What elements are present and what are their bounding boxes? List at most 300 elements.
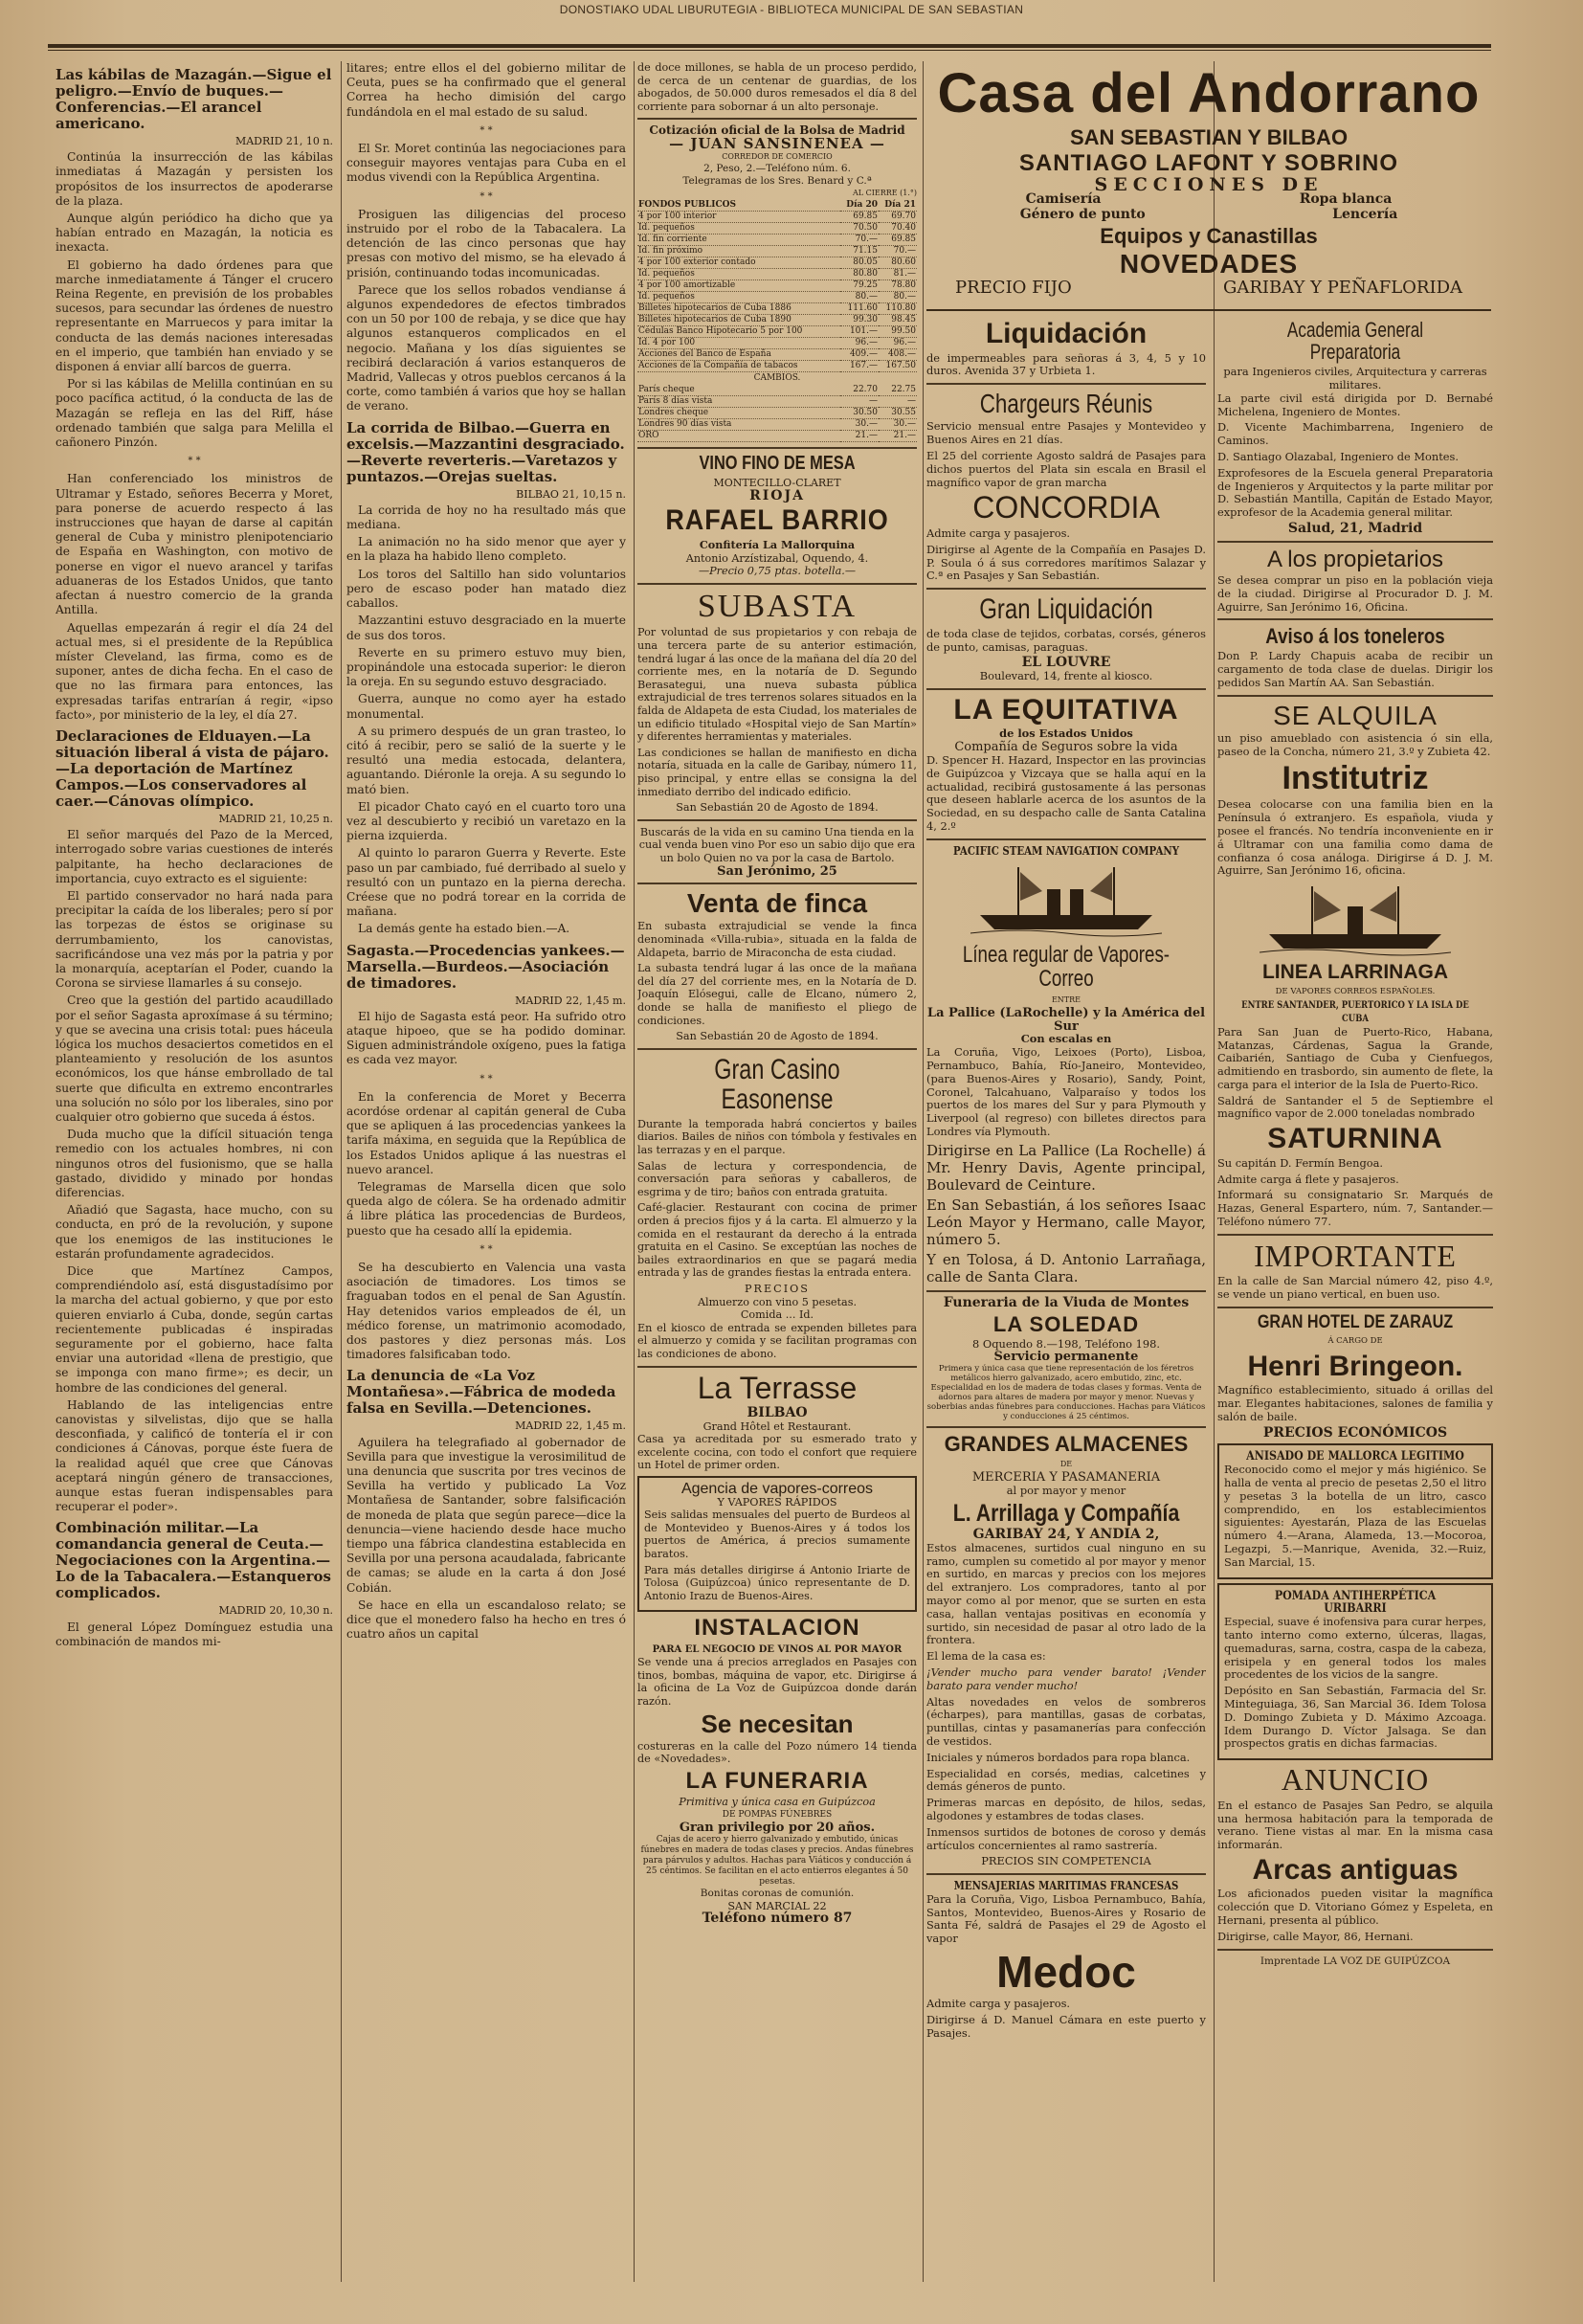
paragraph: El lema de la casa es: (926, 1649, 1046, 1664)
table-cell: 80.— (879, 291, 917, 302)
paragraph: Se vende una á precios arreglados en Pasajes con tinos, bombas, máquina de vapor, etc. Dirigirse á la oficina de La Voz de Guipúzcoa donde darán razón. (637, 1656, 917, 1708)
medoc-title: Medoc (996, 1947, 1136, 1998)
news-headline: Las kábilas de Mazagán.—Sigue el peligro.—Envío de buques.—Conferencias.—El arancel americano. (56, 66, 332, 132)
dateline: MADRID 21, 10,25 n. (218, 812, 333, 825)
divider (926, 1290, 1206, 1292)
divider (1217, 1949, 1493, 1951)
pomada-title: POMADA ANTIHERPÉTICA URIBARRI (1274, 1588, 1437, 1617)
andorrano-owners: SANTIAGO LAFONT Y SOBRINO (1018, 149, 1399, 176)
toneleros-title: Aviso á los toneleros (1265, 624, 1445, 649)
paragraph: La parte civil está dirigida por D. Bernabé Michelena, Ingeniero de Montes. (1217, 391, 1493, 418)
paragraph: Reconocido como el mejor y más higiénico. Se halla de venta al precio de pesetas 2,50 el litro y pesetas 3 la botella de un litro, casco comprendido, en los establecimientos siguientes: Ayestarán, Plaza de las Escuelas número 4.—Arana, Alameda, 13.—Mocoroa, Legazpi, 5.—Manrique, Avenida, 32.—Ruiz, San Marcial, 15. (1224, 1463, 1486, 1569)
divider (926, 1873, 1206, 1875)
table-cell: 79.25 (840, 279, 879, 291)
asterism-separator: * * (479, 1243, 493, 1255)
louvre-address: Boulevard, 14, frente al kiosco. (979, 669, 1153, 683)
paragraph: un piso amueblado con asistencia ó sin ella, paseo de la Concha, número 21, 3.º y Zubieta 42. (1217, 731, 1493, 758)
paragraph: Las condiciones se hallan de manifiesto en dicha notaría, situada en la calle de Garibay, número 11, piso principal, y entre ellas se consigna la del inmediato derribo del indicado edificio. (637, 746, 917, 798)
table-cell: 78.80 (879, 279, 917, 291)
funeraria-phone: Teléfono número 87 (702, 1911, 853, 1927)
table-row (637, 234, 917, 245)
table-row (637, 337, 917, 348)
paragraph: Y en Tolosa, á D. Antonio Larrañaga, calle de Santa Clara. (926, 1250, 1206, 1285)
funeraria-text: Cajas de acero y hierro galvanizado y embutido, únicas fúnebres en madera de todas clases y precios. Andas fúnebres para párvulos y adultos. Hachas para Viáticos y conducción á 25 céntimos. Se facilitan en el acto entierros elegantes á 50 pesetas. (640, 1835, 914, 1888)
divider (1217, 1307, 1493, 1308)
table-cell: 70.— (840, 234, 879, 245)
bolsa-address: 2, Peso, 2.—Teléfono núm. 6. (703, 163, 851, 175)
column-divider (923, 61, 924, 2282)
table-cell: Id. fin corriente (637, 234, 840, 245)
barrio-address: Antonio Arzístizabal, Oquendo, 4. (685, 551, 869, 565)
paragraph: El 25 del corriente Agosto saldrá de Pasajes para dichos puertos del Plata sin escala en Brasil el magnífico vapor de gran marcha (926, 449, 1206, 489)
table-cell: 69.70 (879, 211, 917, 222)
news-column-2 (346, 61, 626, 2282)
precios-line: Almuerzo con vino 5 pesetas. (697, 1295, 858, 1308)
saturnina-title: SATURNINA (1267, 1123, 1443, 1155)
table-cell: 99.50 (879, 325, 917, 337)
agencia-subtitle: Y VAPORES RÁPIDOS (717, 1495, 837, 1508)
asterism-separator: * * (479, 190, 493, 202)
terrasse-title: La Terrasse (697, 1370, 858, 1405)
paragraph: Altas novedades en velos de sombreros (écharpes), para mantillas, gasas de corbatas, puntillas, cintas y pasamanerías para confección de vestidos. (926, 1694, 1206, 1748)
paragraph: En el estanco de Pasajes San Pedro, se alquila una hermosa habitación para la temporada de verano. Tiene vistas al mar. En la misma casa informarán. (1217, 1798, 1493, 1852)
table-row (637, 268, 917, 279)
table-row (637, 431, 917, 442)
table-header-cell: Día 20 (840, 200, 879, 212)
table-cell: 69.85 (840, 211, 879, 222)
ads-column-5 (1217, 316, 1493, 2283)
paragraph: Dirigirse, calle Mayor, 86, Hernani. (1217, 1929, 1414, 1943)
table-cell: París cheque (637, 385, 840, 396)
section-item: Ropa blanca (1299, 191, 1393, 208)
anisado-box (1217, 1443, 1493, 1578)
paragraph: de toda clase de tejidos, corbatas, corsés, géneros de punto, camisas, paraguas. (926, 626, 1206, 654)
secciones-row (926, 208, 1491, 222)
importante-title: IMPORTANTE (1254, 1238, 1457, 1273)
soledad-service: Servicio permanente (993, 1350, 1139, 1365)
table-row (637, 419, 917, 431)
table-row (637, 348, 917, 360)
paragraph: Casa ya acreditada por su esmerado trato y excelente cocina, con todo el confort que requiere un Hotel de primer orden. (637, 1433, 917, 1472)
table-cell: 96.— (879, 337, 917, 348)
linea-escalas: Con escalas en (1020, 1032, 1112, 1046)
zarauz-title: GRAN HOTEL DE ZARAUZ (1257, 1311, 1454, 1332)
casino-title: Gran Casino Easonense (714, 1053, 840, 1116)
almacenes-de: DE (1059, 1460, 1073, 1469)
table-cell: Id. pequeños (637, 222, 840, 234)
table-header-cell: FONDOS PUBLICOS (637, 200, 840, 212)
liquidacion-title: Liquidación (985, 318, 1148, 349)
dateline: MADRID 21, 10 n. (234, 135, 333, 147)
paragraph: El gobierno ha dado órdenes para que marche inmediatamente á Tánger el crucero Reina Regente, en previsión de los probables sucesos, para secundar las órdenes de nuestro representante en Marruecos y para imitar la conducta de las demás naciones interesadas en el imperio, que también han enviado y se disponen á enviar allí barcos de guerra. (56, 257, 333, 374)
table-cell: 70.50 (840, 222, 879, 234)
table-cell: 80.— (840, 291, 879, 302)
paragraph: Por si las kábilas de Melilla continúan en su poco pacífica actitud, ó la conducta de las de Mazagán se refleja en las del Riff, háse ordenado también que salga para Melilla el cañonero Pinzón. (56, 377, 333, 450)
paragraph: Creo que la gestión del partido acaudillado por el señor Sagasta aproxímase á su término; y que se avecina una crisis total: pues háceula lógica los muchos desaciertos cometidos en el planteamiento y resolución de los asuntos económicos, los que hánse embrollado de tal suerte que dificulta en extremo encontrarles una solución no sólo por los liberales, sino por cualquier otro gobierno que suceda á éstos. (56, 994, 333, 1124)
table-cell: Id. pequeños (637, 291, 840, 302)
table-row (637, 302, 917, 314)
divider (637, 447, 917, 449)
table-row (637, 396, 917, 408)
divider (926, 1426, 1206, 1428)
table-cell: ORO (637, 431, 840, 442)
table-cell: 80.05 (840, 257, 879, 268)
steamship-icon (1260, 882, 1451, 958)
paragraph: Añadió que Sagasta, hace mucho, con su conducta, en pró de la revolución, y supone que los enemigos de las instituciones le estarán profundamente agradecidos. (56, 1203, 333, 1261)
table-cell: Cédulas Banco Hipotecario 5 por 100 (637, 325, 840, 337)
table-row (637, 385, 917, 396)
soledad-address: 8 Oquendo 8.—198, Teléfono 198. (971, 1336, 1160, 1351)
steamship-icon (970, 862, 1162, 939)
table-cell: 110.80 (879, 302, 917, 314)
table-row (637, 245, 917, 257)
table-cell: 30.— (840, 419, 879, 431)
section-item: Género de punto (1019, 206, 1146, 222)
table-cell: Id. pequeños (637, 268, 840, 279)
news-column-1 (56, 61, 333, 2282)
zarauz-cargo: Á CARGO DE (1327, 1335, 1383, 1346)
table-cell: Londres cheque (637, 408, 840, 419)
paragraph: ¡Vender mucho para vender barato! ¡Vender barato para vender mucho! (926, 1665, 1206, 1692)
funeraria-privilege: Gran privilegio por 20 años. (679, 1821, 876, 1836)
precios-line: Comida ... Id. (740, 1308, 814, 1322)
paragraph: En San Sebastián, á los señores Isaac León Mayor y Hermano, calle Mayor, número 5. (926, 1196, 1206, 1248)
larrinaga-title: LINEA LARRINAGA (1261, 961, 1449, 984)
paragraph: Especial, suave é inofensiva para curar herpes, tanto interno como externo, úlceras, llagas, quemaduras, sarna, costra, caspa de la cabeza, erisipela y en general todos los males procedentes de los vicios de la sangre. (1224, 1615, 1486, 1682)
table-cell: 70.40 (879, 222, 917, 234)
paragraph: Durante la temporada habrá conciertos y bailes diarios. Bailes de niños con tómbola y festivales en las terrazas y en el parque. (637, 1117, 917, 1157)
table-cell: 98.45 (879, 314, 917, 325)
paragraph: Saldrá de Santander el 5 de Septiembre el magnífico vapor de 2.000 toneladas nombrado (1217, 1093, 1493, 1121)
paragraph: D. Vicente Machimbarrena, Ingeniero de Caminos. (1217, 420, 1493, 448)
table-cell: Billetes hipotecarios de Cuba 1890 (637, 314, 840, 325)
paragraph: La corrida de hoy no ha resultado más que mediana. (346, 503, 626, 532)
paragraph: Aunque algún periódico ha dicho que ya habían entrado en Mazagán, la noticia es inexacta. (56, 212, 333, 255)
equitativa-subtitle: de los Estados Unidos (999, 726, 1133, 741)
ads-column-3 (637, 61, 917, 2282)
soledad-text: Primera y única casa que tiene representación de los féretros metálicos hierro galvanizado, acero embutido, zinc, etc. Especialidad en los de madera de todas clases y formas. Venta de adornos para altares de madera por mayor y menor. Nuevas y soberbias andas fúnebres para conducciones. Hachas para Viáticos y conducciones á 25 céntimos. (926, 1364, 1206, 1422)
paragraph: Servicio mensual entre Pasajes y Montevideo y Buenos Aires en 21 días. (926, 419, 1206, 447)
vino-title: VINO FINO DE MESA (699, 453, 856, 475)
divider (637, 1366, 917, 1368)
propietarios-title: A los propietarios (1266, 546, 1444, 572)
almacenes-title: GRANDES ALMACENES (944, 1432, 1189, 1457)
divider (637, 583, 917, 585)
paragraph: Para la Coruña, Vigo, Lisboa Pernambuco, Bahía, Santos, Montevideo, Buenos-Aires y Rosario de Santa Fé, saldrá de Pasajes el 29 de Agosto el vapor (926, 1891, 1206, 1946)
alquila-title: SE ALQUILA (1273, 700, 1438, 730)
table-row (637, 257, 917, 268)
table-row (637, 291, 917, 302)
paragraph: La subasta tendrá lugar á las once de la mañana del día 27 del corriente mes, en la Notaría de D. Joaquín Elósegui, calle de Elcano, número 2, donde se halla de manifiesto el pliego de condiciones. (637, 962, 917, 1027)
paragraph: El general López Domínguez estudia una combinación de mandos mi- (56, 1620, 333, 1648)
table-cell: 80.60 (879, 257, 917, 268)
venta-date: San Sebastián 20 de Agosto de 1894. (676, 1030, 879, 1043)
funeraria-address: SAN MARCIAL 22 (727, 1899, 827, 1912)
table-header-cell: Día 21 (879, 200, 917, 212)
funeraria-viuda: Funeraria de la Viuda de Montes (943, 1294, 1190, 1310)
paragraph: Dirigirse al Agente de la Compañía en Pasajes D. P. Soula ó á sus corredores marítimos Salazar y C.ª en Pasajes y San Sebastián. (926, 542, 1206, 583)
paragraph: Al quinto lo pararon Guerra y Reverte. Este paso un par cambiado, fué derribado al suelo y resultó con un puntazo en la pierna derecha. Créese que no podrá torear en la corrida de mañana. (346, 846, 626, 919)
paragraph: Parece que los sellos robados vendianse á algunos expendedores de efectos timbrados con un 50 por 100 de rebaja, y se dice que hay algunos estanqueros complicados en el negocio. Mañana y los días siguientes se recibirá declaración á varios estanqueros de Madrid, Vallecas y otros pueblos cercanos á la corte, como también á varios que hoy se hallan de verano. (346, 282, 626, 413)
divider (926, 688, 1206, 690)
news-headline: La denuncia de «La Voz Montañesa».—Fábrica de modeda falsa en Sevilla.—Detenciones. (346, 1367, 616, 1418)
asterism-separator: * * (479, 124, 493, 136)
table-cell: 101.— (840, 325, 879, 337)
paragraph: D. Spencer H. Hazard, Inspector en las provincias de Guipúzcoa y Vizcaya que se halla aquí en la actualidad, recibirá gustosamente á las personas que deseen hablarle acerca de los asuntos de la Sociedad, en su despacho calle de Santa Catalina 4, 2.º (926, 753, 1206, 834)
table-cell: 22.70 (840, 385, 879, 396)
ads-column-4 (926, 316, 1206, 2283)
paragraph: La animación no ha sido menor que ayer y en la plaza ha habido lleno completo. (346, 535, 626, 564)
divider (926, 838, 1206, 840)
paragraph: Iniciales y números bordados para ropa blanca. (926, 1750, 1191, 1764)
table-cell: 30.— (879, 419, 917, 431)
larrinaga-subtitle: DE VAPORES CORREOS ESPAÑOLES. (1275, 987, 1436, 997)
paragraph: de impermeables para señoras á 3, 4, 5 y 10 duros. Avenida 37 y Urbieta 1. (926, 350, 1206, 378)
column-divider (1214, 61, 1215, 2282)
table-cell: 111.60 (840, 302, 879, 314)
instalacion-subtitle: PARA EL NEGOCIO DE VINOS AL POR MAYOR (652, 1643, 903, 1655)
paragraph: litares; entre ellos el del gobierno militar de Ceuta, pues se ha confirmado que el general Correa ha hecho dimisión del cargo fundándola en el mal estado de su salud. (346, 61, 626, 119)
paragraph: En la conferencia de Moret y Becerra acordóse ordenar al capitán general de Cuba que se apliquen á las procedencias yankees la tarifa máxima, en seguida que la República de los Estados Unidos aplique á las nuestras el nuevo arancel. (346, 1089, 626, 1176)
pomada-box (1217, 1583, 1493, 1761)
column-divider (341, 61, 342, 2282)
agencia-title: Agencia de vapores-correos (680, 1481, 874, 1498)
anisado-title: ANISADO DE MALLORCA LEGITIMO (1246, 1449, 1464, 1464)
zarauz-precios: PRECIOS ECONÓMICOS (1262, 1424, 1448, 1441)
news-headline: Combinación militar.—La comandancia general de Ceuta.—Negociaciones con la Argentina.—Lo de la Tabacalera.—Estanqueros complicados. (56, 1519, 331, 1602)
paragraph: Continúa la insurrección de las kábilas inmediatas á Mazagán y persisten los propósitos de los insurrectos de apoderarse de la plaza. (56, 150, 333, 208)
bolsa-sub: CORREDOR DE COMERCIO (722, 151, 833, 161)
funeraria-text2: Bonitas coronas de comunión. (700, 1888, 855, 1900)
barrio-shop: Confitería La Mallorquina (699, 537, 856, 551)
table-cell: 96.— (840, 337, 879, 348)
cambios-title: CAMBIOS. (753, 372, 801, 383)
secciones-title: SECCIONES DE (1094, 174, 1324, 196)
funeraria-subtitle2: DE POMPAS FÚNEBRES (722, 1809, 833, 1820)
paragraph: Magnífico establecimiento, situado á orillas del mar. Elegantes habitaciones, salones de familia y salón de baile. (1217, 1383, 1493, 1423)
banner-rule (926, 309, 1491, 311)
asterism-separator: * * (188, 456, 201, 467)
louvre-name: EL LOUVRE (1021, 655, 1111, 671)
table-cell: 4 por 100 exterior contado (637, 257, 840, 268)
table-cell: Id. fin próximo (637, 245, 840, 257)
dateline: BILBAO 21, 10,15 n. (516, 487, 626, 501)
paragraph: Prosiguen las diligencias del proceso instruido por el robo de la Tabacalera. La detención de las cinco personas que hay presas con motivo del mismo, se ha elevado á prisión, continuando todas incomunicadas. (346, 207, 626, 279)
paragraph: En la calle de San Marcial número 42, piso 4.º, se vende un piano vertical, en buen uso. (1217, 1274, 1493, 1302)
arcas-title: Arcas antiguas (1252, 1853, 1459, 1886)
table-cell: Billetes hipotecarios de Cuba 1886 (637, 302, 840, 314)
academia-title: Academia General Preparatoria (1286, 318, 1424, 365)
dateline: MADRID 22, 1,45 m. (515, 1419, 626, 1433)
section-item-equipos: Equipos y Canastillas (1100, 223, 1318, 248)
paragraph: Se ha descubierto en Valencia una vasta asociación de timadores. Los timos se fraguaban todos en el penal de San Agustín. Hay detenidos varios empleados de él, un médico forense, un matrimonio acomodado, dos pastores y diez personas más. Los timadores falsificaban todo. (346, 1261, 626, 1362)
equitativa-subtitle2: Compañía de Seguros sobre la vida (954, 740, 1178, 755)
table-row (637, 279, 917, 291)
paragraph: Hablando de las inteligencias entre canovistas y silvelistas, dijo que se halla desconfiada, y calificó de tontería el ir con condiciones á Cánovas, porque éste fuera de la realidad aquél que cree que Cánovas aceptará ningún género de transacciones, aunque estas fueran indispensables para recuperar el poder». (56, 1397, 333, 1514)
soledad-title: LA SOLEDAD (992, 1311, 1140, 1336)
bolsa-title: Cotización oficial de la Bolsa de Madrid (649, 123, 905, 138)
table-cell: 69.85 (879, 234, 917, 245)
paragraph: Dirigirse en La Pallice (La Rochelle) á Mr. Henry Davis, Agente principal, Boulevard de Ceinture. (926, 1141, 1206, 1194)
zarauz-name: Henri Bringeon. (1247, 1350, 1463, 1382)
andorrano-cities: SAN SEBASTIAN Y BILBAO (1069, 124, 1349, 149)
table-cell: 21.— (879, 431, 917, 442)
paragraph: Dirigirse á D. Manuel Cámara en este puerto y Pasajes. (926, 2013, 1206, 2040)
paragraph: El hijo de Sagasta está peor. Ha sufrido otro ataque hipoeo, que se ha podido dominar. Siguen administrándole oxígeno, pues la fatiga es cada vez mayor. (346, 1009, 626, 1067)
academia-address: Salud, 21, Madrid (1287, 520, 1423, 536)
table-cell: 30.50 (840, 408, 879, 419)
paragraph: Dice que Martínez Campos, comprendiéndolo así, está disgustadísimo por la marcha del actual gobierno, y que por esto quieren enviarlo á Cuba, donde, según cartas recientemente publicadas é inspiradas seguramente por el gobierno, hace falta enviar una autoridad «llena de prestigio, que se imponga con mano firme»; es decir, un hombre de las condiciones del general. (56, 1264, 333, 1395)
table-cell: 22.75 (879, 385, 917, 396)
paragraph: costureras en la calle del Pozo número 14 tienda de «Novedades». (637, 1739, 917, 1766)
table-cell: 81.— (879, 268, 917, 279)
divider (1217, 1234, 1493, 1236)
table-cell: 71.15 (840, 245, 879, 257)
paragraph: Han conferenciado los ministros de Ultramar y Estado, señores Becerra y Moret, para ponerse de acuerdo respecto á las instrucciones que hayan de darse al capitán general de Cuba y ministro plenipotenciario de España en Washington, con motivo de ponerse en vigor el nuevo arancel y tarifas aduaneras de los Estados Unidos, que tanto afectan á nuestro comercio de la granda Antilla. (56, 472, 333, 617)
divider (1217, 618, 1493, 620)
precio-fijo: PRECIO FIJO (955, 278, 1072, 299)
paragraph: Duda mucho que la difícil situación tenga remedio con los actuales hombres, ni con ningunos otros del fusionismo, que se halla gastado, dividido y minado por hondas diferencias. (56, 1128, 333, 1199)
bolsa-cierre: AL CIERRE (1.°) (852, 189, 917, 198)
section-item: Lencería (1332, 206, 1398, 222)
paragraph: Mazzantini estuvo desgraciado en la muerte de sus dos toros. (346, 614, 626, 642)
academia-subtitle: para Ingenieros civiles, Arquitectura y carreras militares. (1223, 365, 1487, 391)
paragraph: Reverte en su primero estuvo muy bien, propinándole una estocada superior: le dieron la oreja. En su segundo estuvo desgraciado. (346, 645, 626, 689)
table-cell: Londres 90 días vista (637, 419, 840, 431)
paragraph: Café-glacier. Restaurant con cocina de primer orden á precios fijos y á la carta. El almuerzo y la comida en el restaurant da derecho á la entrada gratuita en el Casino. Se exceptúan las noches de bailes extraordinarios en que se pagará media entrada y las de grandes fiestas la entrada entera. (637, 1201, 917, 1280)
larrinaga-route: ENTRE SANTANDER, PUERTORICO Y LA ISLA DE CUBA (1241, 1000, 1469, 1024)
paragraph: El partido conservador no hará nada para precipitar la caída de los liberales; pero sí por las torpezas de éstos se originase su derrumbamiento, los canovistas, sacrificándose una vez más por la patria y por la monarquía, aceptarían el Poder, cuando la Corona se sirviese llamarles á su consejo. (56, 888, 333, 991)
paragraph: Primeras marcas en depósito, de hilos, sedas, algodones y estambres de todas clases. (926, 1796, 1206, 1822)
funeraria-title: LA FUNERARIA (685, 1768, 869, 1795)
table-row (637, 325, 917, 337)
table-row (637, 211, 917, 222)
linea-entre: ENTRE (1051, 994, 1081, 1004)
table-cell: 4 por 100 interior (637, 211, 840, 222)
chargeurs-title: Chargeurs Réunis (979, 389, 1153, 419)
andorrano-footer (926, 278, 1491, 299)
paragraph: Salas de lectura y correspondencia, de conversación para señoras y caballeros, de esgrima y de tiro; baños con entrada gratuita. (637, 1159, 917, 1198)
arrillaga-address: GARIBAY 24, Y ANDIA 2, (972, 1526, 1160, 1542)
vino-subtitle: MONTECILLO-CLARET (713, 477, 841, 490)
table-cell: 30.55 (879, 408, 917, 419)
paragraph: Telegramas de Marsella dicen que solo queda algo de cólera. Se ha ordenado admitir á libre plática las procedencias de Burdeos, puesto que ha cesado allí la epidemia. (346, 1180, 626, 1238)
paragraph: El Sr. Moret continúa las negociaciones para conseguir mayores ventajas para Cuba en el modus vivendi con la República Argentina. (346, 142, 626, 185)
paragraph: Desea colocarse con una familia bien en la Península ó extranjero. Es española, viuda y posee el francés. No tendría inconveniente en ir á Ultramar con una familia como dama de confianza ó cosa análoga. Dirigirse á D. J. M. Aguirre, San Jerónimo 16, oficina. (1217, 797, 1493, 878)
news-headline: La corrida de Bilbao.—Guerra en excelsis.—Mazzantini desgraciado.—Reverte reverteris.—Varetazos y puntazos.—Orejas sueltas. (346, 418, 625, 485)
paragraph: Admite carga y pasajeros. (926, 526, 1071, 541)
divider (926, 588, 1206, 590)
paragraph: Por voluntad de sus propietarios y con rebaja de una tercera parte de su anterior estimación, tendrá lugar á las once de la mañana del día 20 del corriente mes, en la notaría de D. Segundo Berasategui, una nueva subasta pública extrajudicial de tres terrenos solares situados en la falda de Aldapeta de esta Ciudad, los materiales de un edificio titulado «Hospital viejo de San Martín» y diferentes herramientas y materiales. (637, 626, 917, 744)
paragraph: Guerra, aunque no como ayer ha estado monumental. (346, 692, 626, 721)
table-cell: 409.— (840, 348, 879, 360)
paragraph: de doce millones, se habla de un proceso perdido, de cerca de un centenar de guardias, de los abogados, de 50.000 duros remesados el día 8 del corriente para sobornar á un alto personaje. (637, 61, 917, 113)
table-cell: 167.— (840, 360, 879, 371)
concordia-title: CONCORDIA (972, 490, 1160, 525)
barrio-price: —Precio 0,75 ptas. botella.— (698, 565, 857, 578)
paragraph: Informará su consignatario Sr. Marqués de Hazas, General Espartero, núm. 7, Santander.—Teléfono número 77. (1217, 1188, 1493, 1228)
table-cell: — (840, 396, 879, 408)
terrasse-city: BILBAO (747, 1405, 808, 1421)
cambios-table (637, 385, 917, 442)
table-row (637, 222, 917, 234)
bolsa-table (637, 200, 917, 372)
divider (637, 118, 917, 120)
table-cell: — (879, 396, 917, 408)
table-cell: París 8 días vista (637, 396, 840, 408)
almacenes-subtitle2: al por mayor y menor (1006, 1483, 1126, 1497)
table-cell: 408.— (879, 348, 917, 360)
paragraph: Inmensos surtidos de botones de coroso y demás artículos concernientes al ramo sastrería. (926, 1824, 1206, 1852)
table-cell: 80.80 (840, 268, 879, 279)
divider (1217, 541, 1493, 543)
paragraph: En subasta extrajudicial se vende la finca denominada «Villa-rubia», situada en la falda de Aldapeta, barrio de Miraconcha de esta ciudad. (637, 920, 917, 959)
table-cell: Id. 4 por 100 (637, 337, 840, 348)
table-cell: Acciones del Banco de España (637, 348, 840, 360)
paragraph: Seis salidas mensuales del puerto de Burdeos al de Montevideo y Buenos-Aires y á todos los puertos de América, á precios sumamente baratos. (644, 1508, 910, 1561)
dateline: MADRID 20, 10,30 n. (218, 1604, 333, 1618)
table-cell: 21.— (840, 431, 879, 442)
table-cell: Acciones de la Compañía de tabacos (637, 360, 840, 371)
divider (1217, 695, 1493, 697)
instalacion-title: INSTALACION (694, 1615, 860, 1642)
table-cell: 4 por 100 amortizable (637, 279, 840, 291)
funeraria-subtitle: Primitiva y única casa en Guipúzcoa (679, 1796, 876, 1809)
novedades-title: NOVEDADES (1119, 248, 1299, 279)
almacenes-subtitle: MERCERIA Y PASAMANERIA (971, 1470, 1161, 1486)
institutriz-title: Institutriz (1282, 759, 1429, 796)
table-row (637, 314, 917, 325)
equitativa-title: LA EQUITATIVA (953, 693, 1179, 726)
paragraph: Se hace en ella un escandaloso relato; se dice que el monedero falso ha hecho en tres ó cuatro años un capital (346, 1598, 626, 1642)
dateline: MADRID 22, 1,45 m. (515, 994, 626, 1007)
paragraph: Admite carga á flete y pasajeros. (1217, 1172, 1399, 1186)
necesitan-title: Se necesitan (701, 1709, 854, 1738)
bolsa-agent: — JUAN SANSINENEA — (669, 134, 885, 152)
table-cell: 99.30 (840, 314, 879, 325)
section-item: Camisería (1025, 191, 1102, 208)
paragraph: Admite carga y pasajeros. (926, 1997, 1071, 2011)
bartolo-address: San Jerónimo, 25 (717, 863, 837, 879)
subasta-date: San Sebastián 20 de Agosto de 1894. (676, 801, 879, 815)
paragraph: Exprofesores de la Escuela general Preparatoria de Ingenieros y Arquitectos y la parte militar por D. Sebastián Mantilla, Capitán de Estado Mayor, exprofesor de la Academia general militar. (1217, 465, 1493, 520)
divider (637, 883, 917, 884)
top-rule-thin (48, 50, 1491, 51)
terrasse-subtitle: Grand Hôtel et Restaurant. (702, 1419, 852, 1433)
anuncio-title: ANUNCIO (1281, 1762, 1430, 1798)
andorrano-banner (926, 61, 1491, 315)
pacific-title: PACIFIC STEAM NAVIGATION COMPANY (952, 843, 1180, 858)
imprenta-footer: Imprentade LA VOZ DE GUIPÚZCOA (1260, 1955, 1451, 1967)
linea-title: Línea regular de Vapores-Correo (962, 941, 1171, 992)
divider (637, 1048, 917, 1050)
paragraph: Su capitán D. Fermín Bengoa. (1217, 1155, 1384, 1170)
divider (637, 819, 917, 821)
mensajerias-title: MENSAJERIAS MARITIMAS FRANCESAS (953, 1879, 1179, 1893)
table-row (637, 360, 917, 371)
paragraph: Los aficionados pueden visitar la magnífica colección que D. Vitoriano Gómez y Espeleta, en Hernani, presenta al público. (1217, 1887, 1493, 1927)
paragraph: Especialidad en corsés, medias, calcetines y demás géneros de punto. (926, 1766, 1206, 1794)
table-cell: 70.— (879, 245, 917, 257)
archive-header: DONOSTIAKO UDAL LIBURUTEGIA - BIBLIOTECA MUNICIPAL DE SAN SEBASTIAN (559, 3, 1024, 16)
bolsa-telegrams: Telegramas de los Sres. Benard y C.ª (682, 174, 872, 187)
table-row (637, 408, 917, 419)
paragraph: Para San Juan de Puerto-Rico, Habana, Matanzas, Cárdenas, Sagua la Grande, Caibarién, Santiago de Cuba y Cienfuegos, admitiendo en trasbordo, sin aumento de flete, la carga para el interior de la Isla de Puerto-Rico. (1217, 1024, 1493, 1091)
news-headline: Declaraciones de Elduayen.—La situación liberal á vista de pájaro.—La deportación de Martínez Campos.—Los conservadores al caer.—Cánovas olímpico. (56, 726, 329, 810)
table-header-row (637, 200, 917, 212)
paragraph: Don P. Lardy Chapuis acaba de recibir un cargamento de toda clase de duelas. Dirigir los pedidos San Martín AA. San Sebastián. (1217, 649, 1493, 690)
table-cell: 167.50 (879, 360, 917, 371)
